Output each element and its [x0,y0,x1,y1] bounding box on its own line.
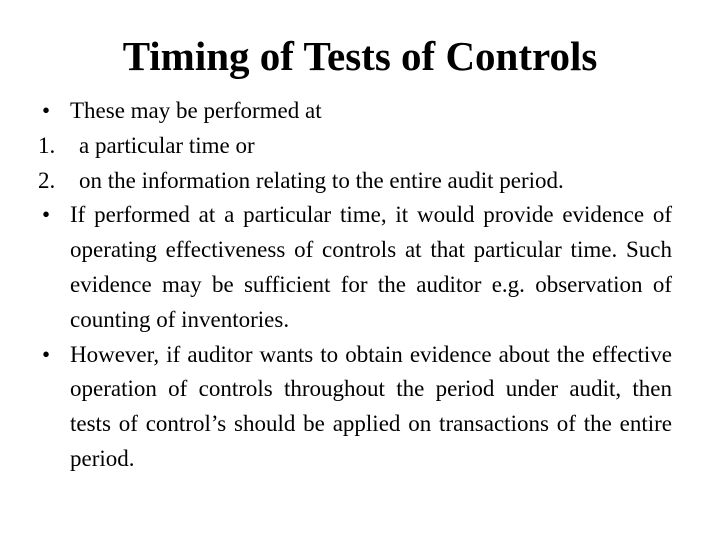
list-item-particular-time [38,129,672,164]
list-item-entire-audit-period [38,164,672,199]
slide-content-list [38,94,672,477]
list-item-text: a particular time or [79,132,255,158]
bullet-marker: • [42,202,51,228]
list-item-throughout-period [38,338,672,477]
list-item-text: These may be performed at [70,98,322,123]
list-item-performed-at [38,94,672,129]
slide-title: Timing of Tests of Controls [122,33,598,79]
list-item-particular-time-evidence [38,198,672,337]
list-item-text: However, if auditor wants to obtain evidence about the effective operation of controls throughout the period under audit, then tests of control’s should be applied on transactions of the entire period. [70,341,672,471]
number-marker: 1. [38,132,56,158]
list-item-text: If performed at a particular time, it would provide evidence of operating effectiveness of controls at that particular time. Such evidence may be sufficient for the auditor e.g. observation of counting of inventories. [70,202,672,332]
number-marker: 2. [38,167,56,193]
bullet-marker: • [42,341,51,367]
list-item-text: on the information relating to the entire audit period. [79,167,564,193]
bullet-marker: • [42,98,51,123]
